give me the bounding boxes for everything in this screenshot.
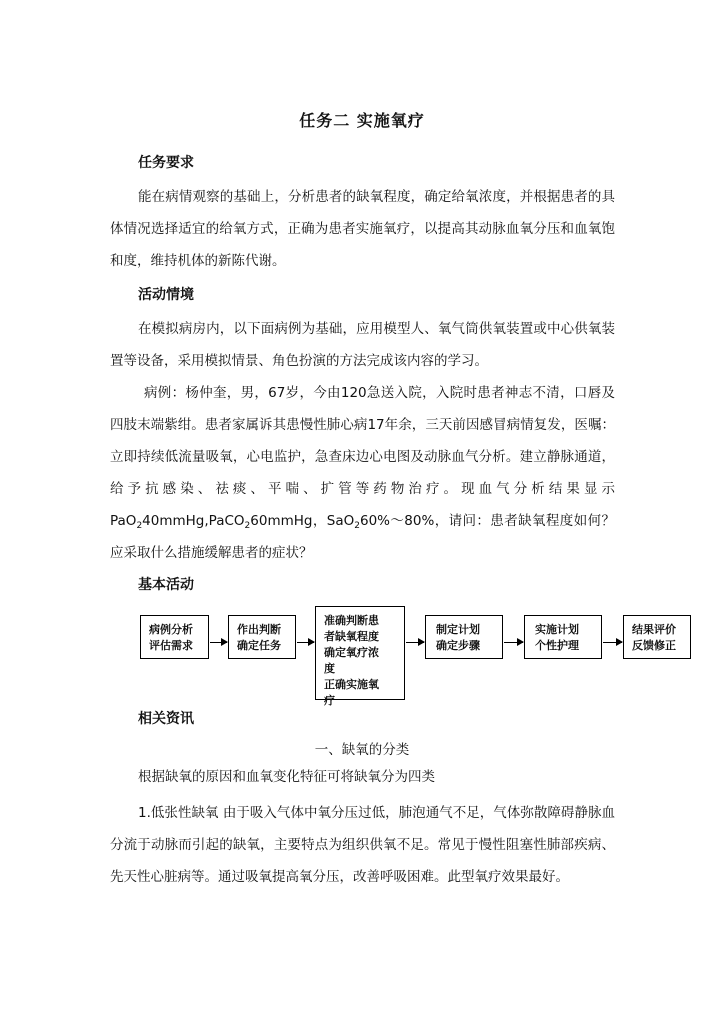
flow-step-3-line-3: 确定氧疗浓 bbox=[324, 646, 379, 659]
flow-step-4 bbox=[425, 615, 503, 659]
flow-step-6-line-1: 结果评价 bbox=[632, 623, 676, 636]
flow-step-3-line-6: 疗 bbox=[324, 694, 335, 707]
flow-step-1 bbox=[140, 615, 209, 659]
info-subheading: 一、缺氧的分类 bbox=[314, 742, 410, 758]
flow-step-6-line-2: 反馈修正 bbox=[632, 639, 676, 652]
flow-step-2 bbox=[228, 615, 296, 659]
heading-requirements: 任务要求 bbox=[138, 155, 194, 171]
case-text-part4: 60%～80%，请问：患者缺氧程度如何？应采取什么措施缓解患者的症状？ bbox=[110, 513, 616, 561]
flow-arrow-4 bbox=[504, 642, 523, 643]
requirements-text: 能在病情观察的基础上，分析患者的缺氧程度，确定给氧浓度，并根据患者的具体情况选择适宜的给氧方式，正确为患者实施氧疗，以提高其动脉血氧分压和血氧饱和度，维持机体的新陈代谢。 bbox=[110, 189, 615, 269]
flow-step-1-line-2: 评估需求 bbox=[149, 639, 193, 652]
info-intro: 根据缺氧的原因和血氧变化特征可将缺氧分为四类 bbox=[138, 769, 435, 785]
flow-step-6 bbox=[623, 615, 691, 659]
flow-arrow-3 bbox=[406, 642, 424, 643]
heading-activities: 基本活动 bbox=[138, 577, 194, 593]
flow-arrow-2 bbox=[297, 642, 314, 643]
flow-step-5-line-2: 个性护理 bbox=[535, 639, 579, 652]
flow-step-1-line-1: 病例分析 bbox=[149, 623, 193, 636]
flow-step-3 bbox=[315, 606, 405, 707]
heading-info: 相关资讯 bbox=[138, 711, 194, 727]
heading-scenario: 活动情境 bbox=[138, 287, 194, 303]
flow-arrow-5 bbox=[603, 642, 622, 643]
flow-step-3-line-1: 准确判断患 bbox=[324, 614, 379, 627]
flow-step-3-line-4: 度 bbox=[324, 662, 335, 675]
flow-arrow-1 bbox=[210, 642, 227, 643]
flow-step-3-line-2: 者缺氧程度 bbox=[324, 630, 379, 643]
flow-step-5-line-1: 实施计划 bbox=[535, 623, 579, 636]
case-sub-1: 2 bbox=[136, 521, 143, 531]
flow-step-5 bbox=[524, 615, 602, 659]
case-text-part2: 40mmHg,PaCO bbox=[142, 513, 245, 529]
flow-step-2-line-2: 确定任务 bbox=[237, 639, 281, 652]
case-text-part1: 病例：杨仲奎，男，67岁，今由120急送入院，入院时患者神志不清，口唇及四肢末端紫绀。患者家属诉其患慢性肺心病17年余，三天前因感冒病情复发，医嘱：立即持续低流量吸氧，心电监护，急查床边心电图及动脉血气分析。建立静脉通道，给予抗感染、祛痰、平喘、扩管等药物治疗。现血气分析结果显示 PaO bbox=[110, 385, 615, 529]
scenario-text: 在模拟病房内，以下面病例为基础，应用模型人、氧气筒供氧装置或中心供氧装置等设备，采用模拟情景、角色扮演的方法完成该内容的学习。 bbox=[110, 321, 615, 369]
flow-step-2-line-1: 作出判断 bbox=[237, 623, 281, 636]
flow-step-4-line-1: 制定计划 bbox=[436, 623, 480, 636]
page-title: 任务二 实施氧疗 bbox=[299, 111, 425, 130]
case-text-part3: 60mmHg，SaO bbox=[250, 513, 355, 529]
case-sub-2: 2 bbox=[244, 521, 251, 531]
case-sub-3: 2 bbox=[354, 521, 360, 531]
flow-step-4-line-2: 确定步骤 bbox=[436, 639, 480, 652]
info-item-1: 1.低张性缺氧 由于吸入气体中氧分压过低，肺泡通气不足，气体弥散障碍静脉血分流于动脉而引起的缺氧，主要特点为组织供氧不足。常见于慢性阻塞性肺部疾病、先天性心脏病等。通过吸氧提高氧分压，改善呼吸困难。此型氧疗效果最好。 bbox=[110, 805, 615, 885]
flow-step-3-line-5: 正确实施氧 bbox=[324, 678, 379, 691]
